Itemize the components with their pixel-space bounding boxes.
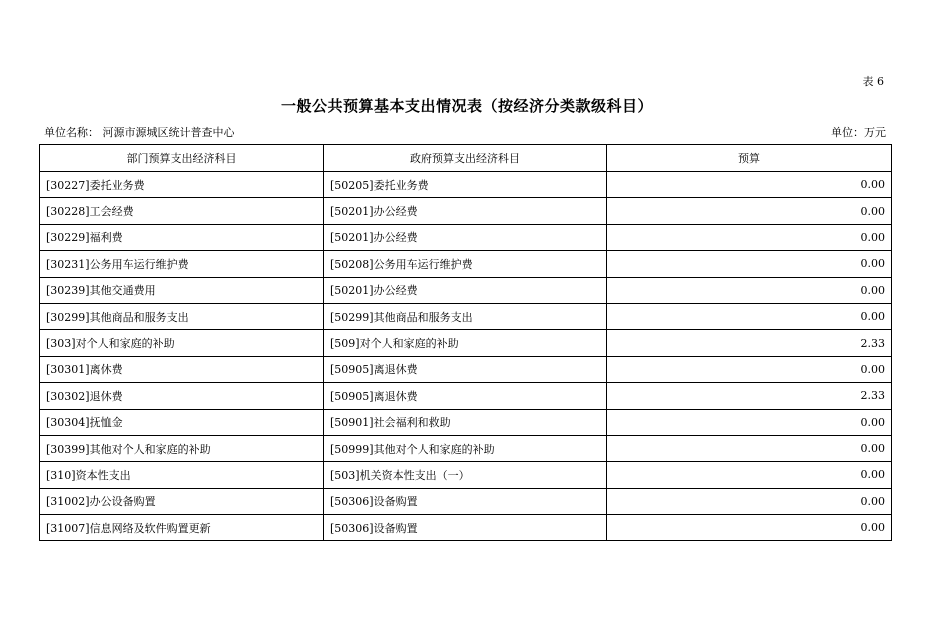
table-row: [40, 330, 892, 356]
table-body: [40, 172, 892, 541]
dept-subject-cell: [30302]退休费: [40, 383, 324, 409]
gov-subject-cell: [503]机关资本性支出（一）: [324, 462, 607, 488]
dept-subject-cell: [31002]办公设备购置: [40, 488, 324, 514]
budget-cell: 2.33: [607, 383, 892, 409]
gov-subject-cell: [50201]办公经费: [324, 224, 607, 250]
currency-unit: 单位：万元: [831, 126, 886, 139]
dept-subject-cell: [30399]其他对个人和家庭的补助: [40, 435, 324, 461]
dept-subject-cell: [30227]委托业务费: [40, 172, 324, 198]
unit-name-value: 河源市源城区统计普查中心: [102, 126, 235, 139]
table-number: 表 6: [862, 75, 884, 88]
budget-cell: 0.00: [607, 409, 892, 435]
budget-cell: 0.00: [607, 251, 892, 277]
table-row: [40, 435, 892, 461]
budget-cell: 0.00: [607, 515, 892, 541]
unit-name-label: 单位名称：: [44, 126, 99, 139]
budget-cell: 0.00: [607, 488, 892, 514]
budget-cell: 0.00: [607, 435, 892, 461]
budget-table: [39, 144, 892, 541]
gov-subject-cell: [50306]设备购置: [324, 488, 607, 514]
dept-subject-cell: [30299]其他商品和服务支出: [40, 303, 324, 329]
gov-subject-cell: [50205]委托业务费: [324, 172, 607, 198]
gov-subject-cell: [50201]办公经费: [324, 277, 607, 303]
budget-cell: 2.33: [607, 330, 892, 356]
page-title: 一般公共预算基本支出情况表（按经济分类款级科目）: [280, 97, 653, 115]
gov-subject-cell: [509]对个人和家庭的补助: [324, 330, 607, 356]
table-row: [40, 303, 892, 329]
gov-subject-cell: [50905]离退休费: [324, 383, 607, 409]
budget-cell: 0.00: [607, 277, 892, 303]
table-row: [40, 409, 892, 435]
gov-subject-cell: [50306]设备购置: [324, 515, 607, 541]
table-row: [40, 488, 892, 514]
dept-subject-cell: [31007]信息网络及软件购置更新: [40, 515, 324, 541]
table-row: [40, 224, 892, 250]
gov-subject-cell: [50299]其他商品和服务支出: [324, 303, 607, 329]
budget-cell: 0.00: [607, 462, 892, 488]
column-header-dept-subject: 部门预算支出经济科目: [40, 145, 324, 172]
table-row: [40, 251, 892, 277]
unit-name-group: [44, 124, 235, 140]
table-row: [40, 198, 892, 224]
dept-subject-cell: [30229]福利费: [40, 224, 324, 250]
budget-cell: 0.00: [607, 356, 892, 382]
dept-subject-cell: [30228]工会经费: [40, 198, 324, 224]
budget-cell: 0.00: [607, 303, 892, 329]
column-header-budget: 预算: [607, 145, 892, 172]
gov-subject-cell: [50999]其他对个人和家庭的补助: [324, 435, 607, 461]
dept-subject-cell: [30231]公务用车运行维护费: [40, 251, 324, 277]
table-header-row: [40, 145, 892, 172]
gov-subject-cell: [50201]办公经费: [324, 198, 607, 224]
dept-subject-cell: [303]对个人和家庭的补助: [40, 330, 324, 356]
dept-subject-cell: [30239]其他交通费用: [40, 277, 324, 303]
dept-subject-cell: [310]资本性支出: [40, 462, 324, 488]
meta-row: [44, 124, 886, 140]
table-row: [40, 356, 892, 382]
table-row: [40, 383, 892, 409]
table-row: [40, 515, 892, 541]
budget-cell: 0.00: [607, 198, 892, 224]
gov-subject-cell: [50905]离退休费: [324, 356, 607, 382]
column-header-gov-subject: 政府预算支出经济科目: [324, 145, 607, 172]
dept-subject-cell: [30301]离休费: [40, 356, 324, 382]
budget-cell: 0.00: [607, 172, 892, 198]
dept-subject-cell: [30304]抚恤金: [40, 409, 324, 435]
budget-cell: 0.00: [607, 224, 892, 250]
gov-subject-cell: [50901]社会福利和救助: [324, 409, 607, 435]
gov-subject-cell: [50208]公务用车运行维护费: [324, 251, 607, 277]
table-row: [40, 462, 892, 488]
table-row: [40, 277, 892, 303]
table-row: [40, 172, 892, 198]
